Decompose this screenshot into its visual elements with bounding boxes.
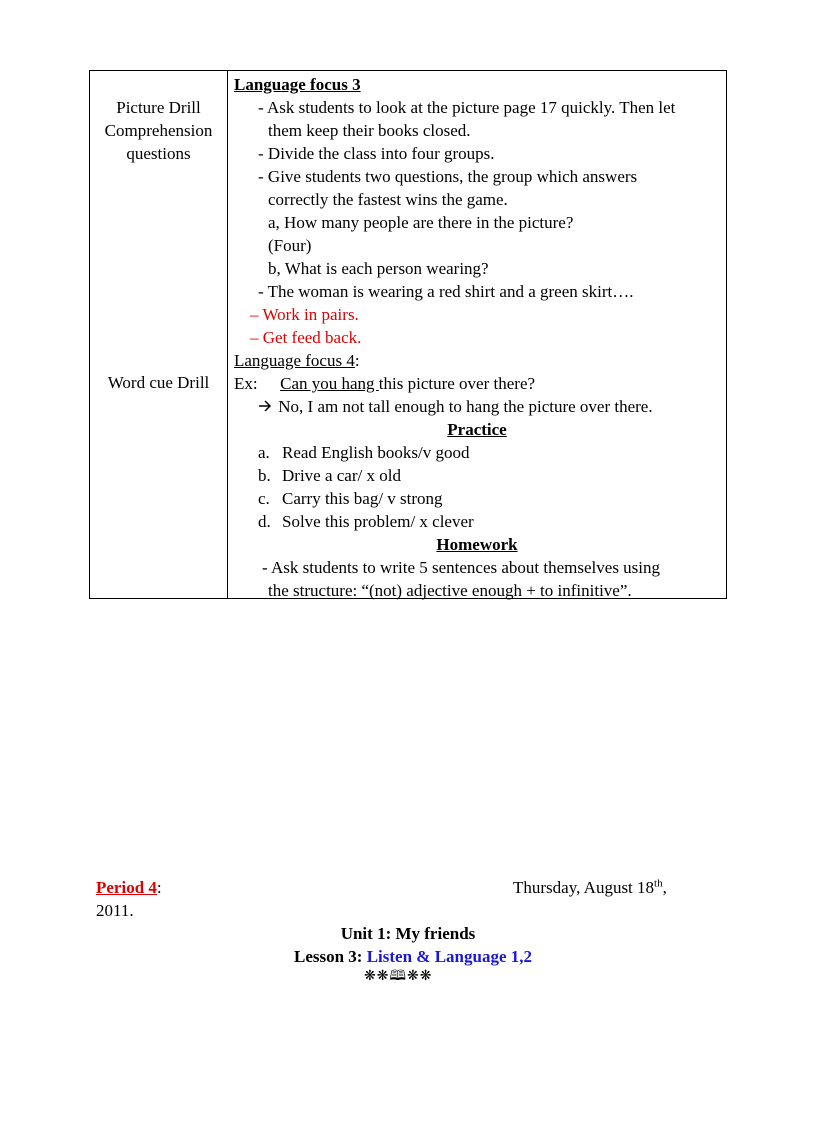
period-colon: : xyxy=(156,878,162,897)
answer-text: No, I am not tall enough to hang the picture over there. xyxy=(278,397,653,416)
lf4-colon: : xyxy=(354,351,360,370)
practice-item xyxy=(258,487,443,510)
practice-item xyxy=(258,510,474,533)
lf4-heading xyxy=(234,349,360,372)
lf3-line: - Divide the class into four groups. xyxy=(258,144,495,163)
lf3-line: - The woman is wearing a red shirt and a green skirt…. xyxy=(258,282,634,301)
practice-item xyxy=(258,464,401,487)
practice-text: Carry this bag/ v strong xyxy=(282,489,443,508)
lf3-red-line: – Work in pairs. xyxy=(250,305,359,324)
lf3-answer: (Four) xyxy=(268,236,312,255)
practice-text: Drive a car/ x old xyxy=(282,466,401,485)
example-underlined: Can you hang xyxy=(280,374,379,393)
date-text: Thursday, August 18 xyxy=(513,878,655,897)
practice-marker: d. xyxy=(258,512,271,531)
activity-label: Comprehension xyxy=(104,121,213,140)
practice-marker: c. xyxy=(258,489,270,508)
lesson-table xyxy=(89,70,727,599)
lf4-example xyxy=(234,372,535,395)
lf4-answer xyxy=(258,395,653,418)
lf3-line: correctly the fastest wins the game. xyxy=(268,190,508,209)
lf3-line: - Give students two questions, the group which answers xyxy=(258,167,638,186)
date-ordinal: th xyxy=(654,877,663,890)
lf3-heading: Language focus 3 xyxy=(234,75,361,94)
column-divider xyxy=(227,71,228,598)
homework-heading: Homework xyxy=(436,535,518,554)
practice-marker: b. xyxy=(258,466,271,485)
activity-label: questions xyxy=(126,144,191,163)
lesson-prefix: Lesson 3: xyxy=(293,947,367,966)
lf3-line: them keep their books closed. xyxy=(268,121,471,140)
lf3-red-line: – Get feed back. xyxy=(250,328,362,347)
lf4-heading-text: Language focus 4 xyxy=(234,351,355,370)
period-label-text: Period 4 xyxy=(96,878,157,897)
lesson-title-text: Listen & Language 1,2 xyxy=(366,947,533,966)
homework-line: the structure: “(not) adjective enough + to infinitive”. xyxy=(268,581,632,600)
lesson-year: 2011. xyxy=(96,901,134,920)
practice-marker: a. xyxy=(258,443,270,462)
example-label: Ex: xyxy=(234,374,258,393)
example-rest: this picture over there? xyxy=(378,374,536,393)
lesson-date xyxy=(513,876,667,899)
unit-title: Unit 1: My friends xyxy=(340,924,476,943)
ornament-divider: ❋❋🕮❋❋ xyxy=(364,968,433,984)
activity-label: Picture Drill xyxy=(116,98,201,117)
practice-item xyxy=(258,441,469,464)
arrow-right-icon xyxy=(258,395,274,418)
practice-text: Solve this problem/ x clever xyxy=(282,512,474,531)
activity-label: Word cue Drill xyxy=(107,373,210,392)
left-cell-picture-drill xyxy=(90,96,227,165)
practice-heading: Practice xyxy=(447,420,507,439)
homework-line: - Ask students to write 5 sentences about themselves using xyxy=(262,558,661,577)
left-cell-word-cue-drill xyxy=(90,371,227,394)
lf3-question: a, How many people are there in the picture? xyxy=(268,213,574,232)
date-comma: , xyxy=(662,878,667,897)
period-label xyxy=(96,876,162,899)
practice-text: Read English books/v good xyxy=(282,443,470,462)
lf3-question: b, What is each person wearing? xyxy=(268,259,489,278)
lf3-line: - Ask students to look at the picture page 17 quickly. Then let xyxy=(258,98,676,117)
